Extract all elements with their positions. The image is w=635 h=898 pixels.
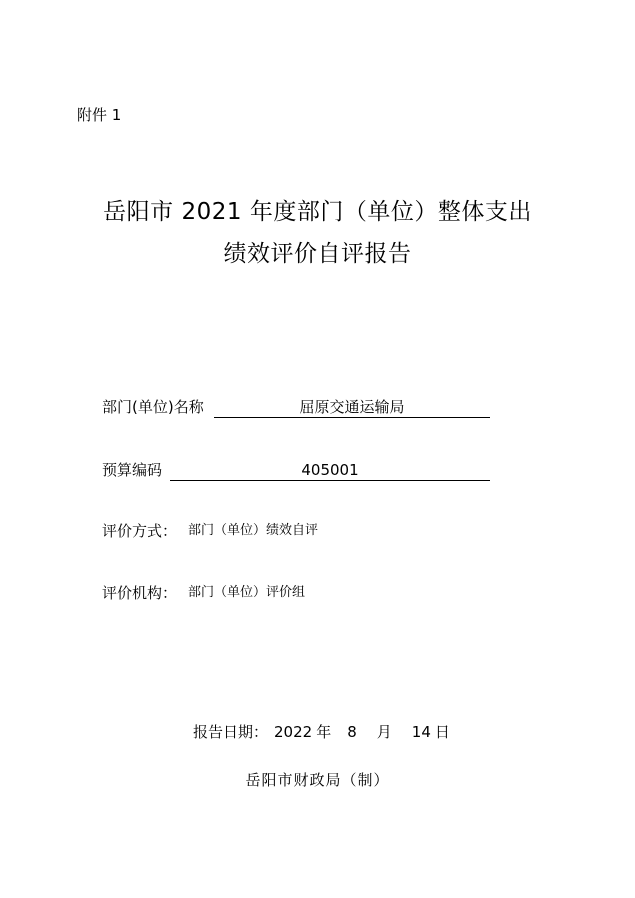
document-title-line-2: 绩效评价自评报告	[223, 241, 412, 267]
document-title-line-1: 岳阳市 2021 年度部门（单位）整体支出	[103, 199, 532, 225]
report-date-day: 14	[411, 723, 431, 741]
report-date-label: 报告日期：	[193, 723, 269, 741]
attachment-label: 附件 1	[77, 106, 122, 124]
report-date-day-unit: 日	[434, 723, 450, 741]
evaluation-org-value: 部门（单位）评价组	[188, 585, 306, 600]
evaluation-method-label: 评价方式：	[102, 522, 178, 540]
evaluation-org-label: 评价机构：	[102, 584, 178, 602]
unit-name-value: 屈原交通运输局	[214, 396, 490, 418]
report-date-month-unit: 月	[376, 723, 392, 741]
report-date-year-unit: 年	[316, 723, 332, 741]
report-date-year: 2022	[274, 723, 313, 741]
issuer: 岳阳市财政局（制）	[245, 771, 390, 789]
budget-code-label: 预算编码	[102, 461, 163, 479]
report-date-month: 8	[347, 723, 357, 741]
report-date	[193, 721, 450, 743]
evaluation-method-value: 部门（单位）绩效自评	[188, 523, 319, 538]
budget-code-value: 405001	[170, 459, 490, 481]
unit-name-label: 部门(单位)名称	[102, 398, 204, 416]
